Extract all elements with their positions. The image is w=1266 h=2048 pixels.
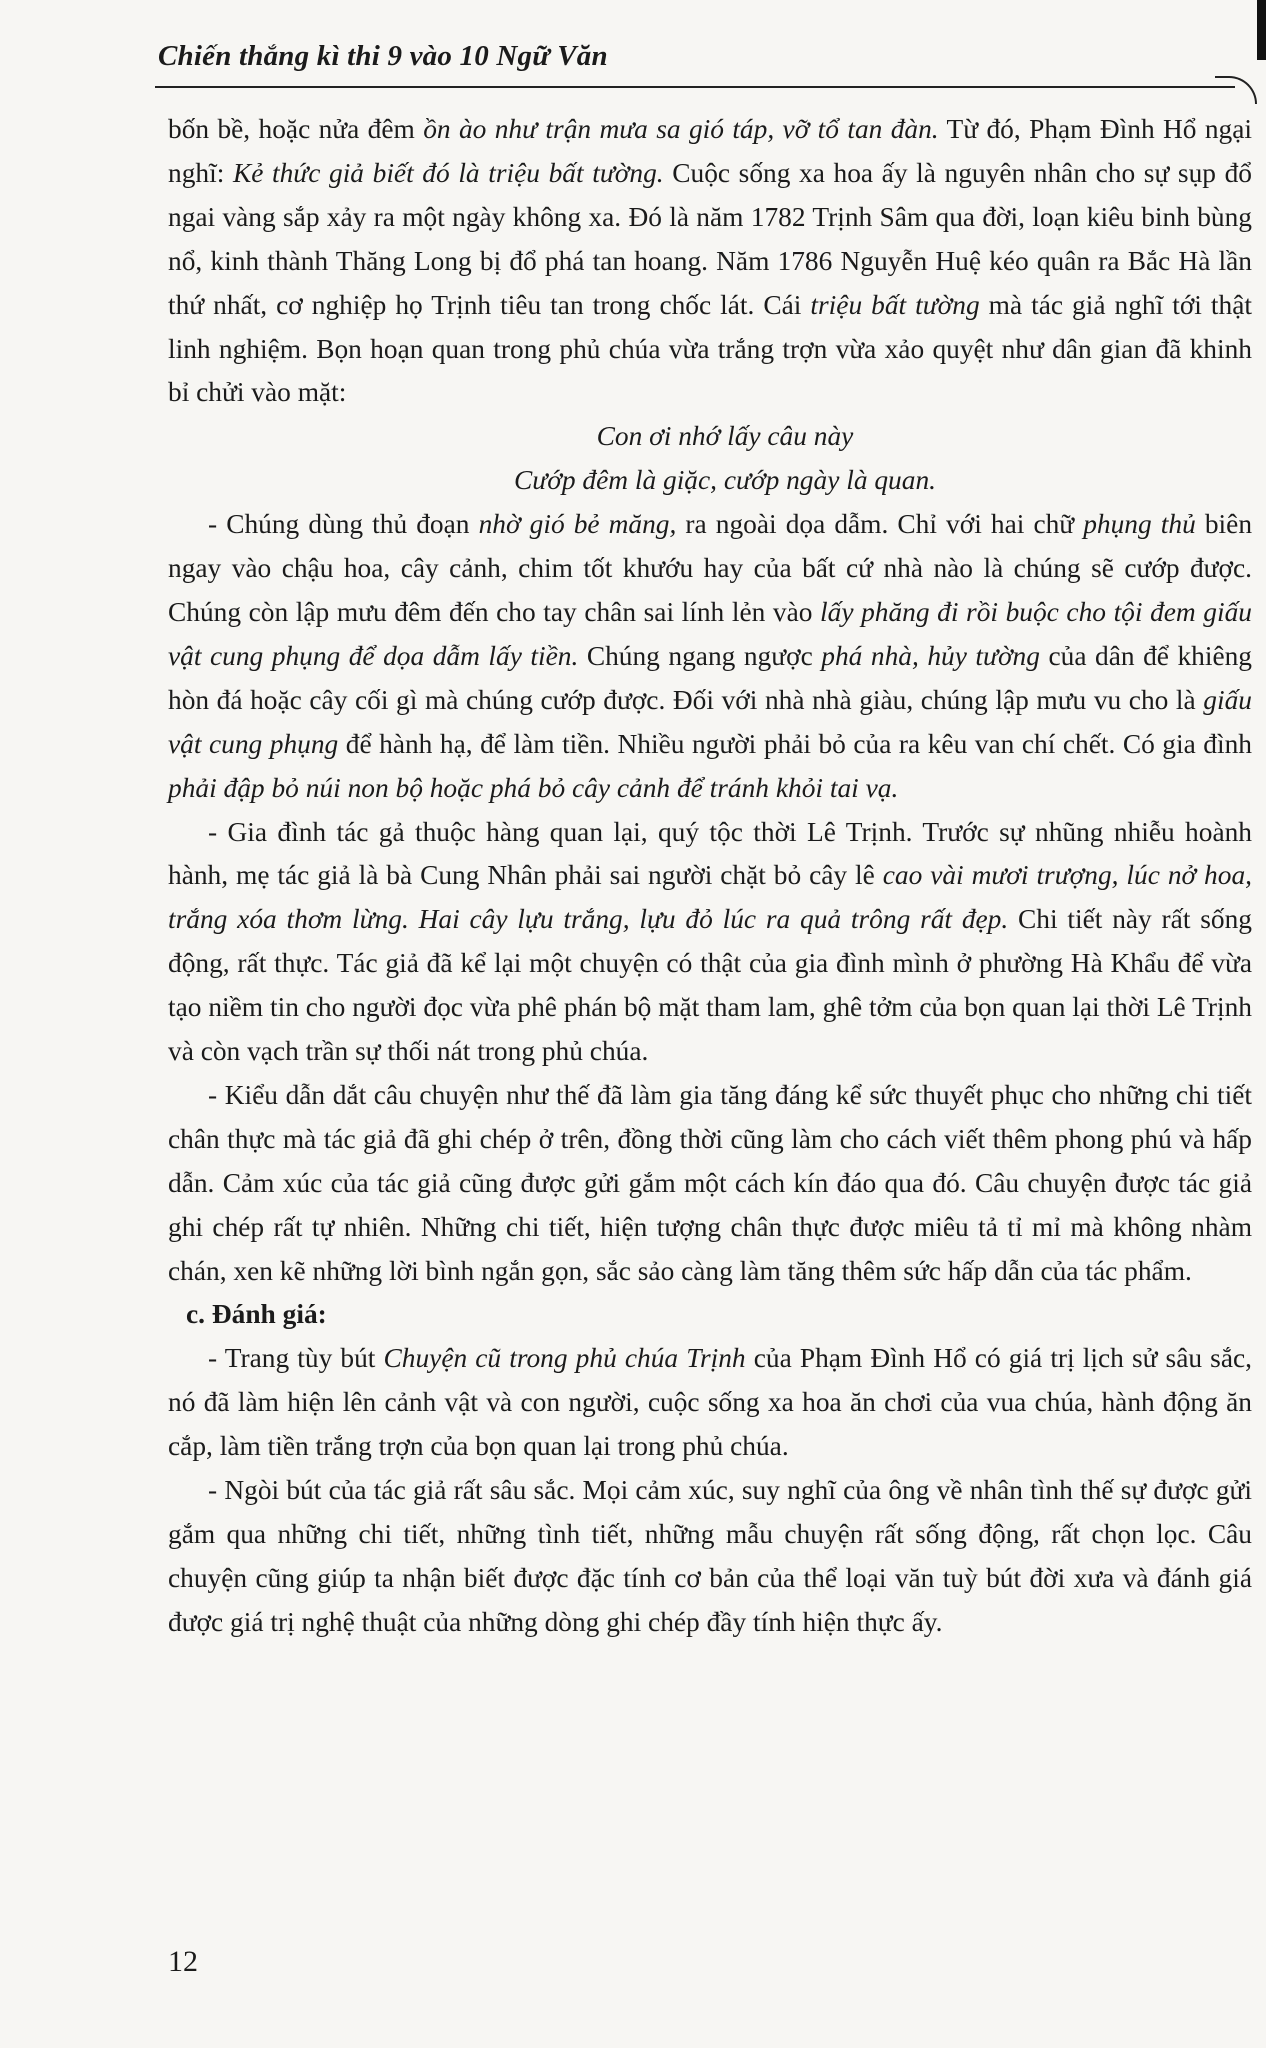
- italic-run: giấu vật cung phụng: [168, 684, 1252, 759]
- paragraph-4: [168, 1074, 1252, 1294]
- paragraph-2: [168, 503, 1252, 810]
- poem-line-2: Cướp đêm là giặc, cướp ngày là quan.: [514, 465, 936, 496]
- text-run: Chi tiết này rất sống động, rất thực. Tác giả đã kể lại một chuyện có thật của gia đình mình ở phường Hà Khẩu để vừa tạo niềm tin cho người đọc vừa phê phán bộ mặt tham lam, ghê tởm của bọn quan lại thời Lê Trịnh và còn vạch trần sự thối nát trong phủ chúa.: [168, 904, 1252, 1067]
- page-edge-mark: [1257, 0, 1266, 60]
- italic-run: phải đập bỏ núi non bộ hoặc phá bỏ cây cảnh để tránh khỏi tai vạ.: [168, 772, 899, 803]
- italic-run: phá nhà, hủy tường: [821, 640, 1040, 671]
- page-number: 12: [168, 1945, 198, 1978]
- text-run: - Kiểu dẫn dắt câu chuyện như thế đã làm gia tăng đáng kể sức thuyết phục cho những chi tiết chân thực mà tác giả đã ghi chép ở trên, đồng thời cũng làm cho cách viết thêm phong phú và hấp dẫn. Cảm xúc của tác giả cũng được gửi gắm một cách kín đáo qua đó. Câu chuyện được tác giả ghi chép rất tự nhiên. Những chi tiết, hiện tượng chân thực được miêu tả tỉ mỉ mà không nhàm chán, xen kẽ những lời bình ngắn gọn, sắc sảo càng làm tăng thêm sức hấp dẫn của tác phẩm.: [168, 1079, 1252, 1286]
- italic-run: cao vài mươi trượng, lúc nở hoa, trắng xóa thơm lừng. Hai cây lựu trắng, lựu đỏ lúc ra quả trông rất đẹp.: [168, 860, 1252, 935]
- section-heading: c. Đánh giá:: [186, 1299, 327, 1330]
- text-run: - Ngòi bút của tác giả rất sâu sắc. Mọi cảm xúc, suy nghĩ của ông về nhân tình thế sự được gửi gắm qua những chi tiết, những tình tiết, những mẫu chuyện rất sống động, rất chọn lọc. Câu chuyện cũng giúp ta nhận biết được đặc tính cơ bản của thể loại văn tuỳ bút đời xưa và đánh giá được giá trị nghệ thuật của những dòng ghi chép đầy tính hiện thực ấy.: [168, 1475, 1252, 1637]
- italic-run: Chuyện cũ trong phủ chúa Trịnh: [383, 1343, 746, 1374]
- italic-run: triệu bất tường: [810, 289, 980, 320]
- text-run: ra ngoài dọa dẫm. Chỉ với hai chữ: [676, 509, 1084, 540]
- text-run: Cuộc sống xa hoa ấy là nguyên nhân cho sự sụp đổ ngai vàng sắp xảy ra một ngày không xa. Đó là năm 1782 Trịnh Sâm qua đời, loạn kiêu binh bùng nổ, kinh thành Thăng Long bị đổ phá tan hoang. Năm 1786 Nguyễn Huệ kéo quân ra Bắc Hà lần thứ nhất, cơ nghiệp họ Trịnh tiêu tan trong chốc lát. Cái: [168, 157, 1252, 320]
- paragraph-5: [168, 1337, 1252, 1469]
- text-run: Từ đó, Phạm Đình Hổ ngại nghĩ:: [168, 114, 1253, 188]
- text-run: biên ngay vào chậu hoa, cây cảnh, chim tốt khướu hay của bất cứ nhà nào là chúng sẽ cướp được. Chúng còn lập mưu đêm đến cho tay chân sai lính lẻn vào: [168, 509, 1253, 627]
- header-rule-hook: [1215, 76, 1257, 104]
- text-run: bốn bề, hoặc nửa đêm: [168, 114, 424, 144]
- paragraph-1: [168, 108, 1252, 415]
- paragraph-6: [168, 1469, 1252, 1645]
- italic-run: nhờ gió bẻ măng,: [478, 509, 677, 540]
- paragraph-3: [168, 811, 1252, 1074]
- poem-line-1: Con ơi nhớ lấy câu này: [596, 421, 854, 452]
- italic-run: lấy phăng đi rồi buộc cho tội đem giấu vật cung phụng để dọa dẫm lấy tiền.: [168, 596, 1252, 671]
- italic-run: Kẻ thức giả biết đó là triệu bất tường.: [232, 157, 664, 188]
- text-run: - Trang tùy bút: [208, 1343, 384, 1374]
- text-run: để hành hạ, để làm tiền. Nhiều người phải bỏ của ra kêu van chí chết. Có gia đình: [338, 728, 1252, 759]
- header-rule: [155, 86, 1235, 88]
- text-run: của dân để khiêng hòn đá hoặc cây cối gì mà chúng cướp được. Đối với nhà nhà giàu, chúng lập mưu vu cho là: [168, 640, 1252, 715]
- text-run: của Phạm Đình Hổ có giá trị lịch sử sâu sắc, nó đã làm hiện lên cảnh vật và con người, cuộc sống xa hoa ăn chơi của vua chúa, hành động ăn cắp, làm tiền trắng trợn của bọn quan lại trong phủ chúa.: [168, 1343, 1252, 1462]
- text-run: mà tác giả nghĩ tới thật linh nghiệm. Bọn hoạn quan trong phủ chúa vừa trắng trợn vừa xảo quyệt như dân gian đã khinh bỉ chửi vào mặt:: [168, 289, 1252, 408]
- italic-run: ồn ào như trận mưa sa gió táp, vỡ tổ tan đàn.: [423, 114, 939, 144]
- text-run: Chúng ngang ngược: [578, 640, 822, 671]
- body-text: [168, 108, 1252, 1645]
- text-run: - Gia đình tác gả thuộc hàng quan lại, quý tộc thời Lê Trịnh. Trước sự nhũng nhiễu hoành hành, mẹ tác giả là bà Cung Nhân phải sai người chặt bỏ cây lê: [168, 816, 1252, 891]
- italic-run: phụng thủ: [1083, 509, 1196, 540]
- text-run: - Chúng dùng thủ đoạn: [208, 509, 479, 540]
- running-header: Chiến thắng kì thi 9 vào 10 Ngữ Văn: [158, 40, 608, 72]
